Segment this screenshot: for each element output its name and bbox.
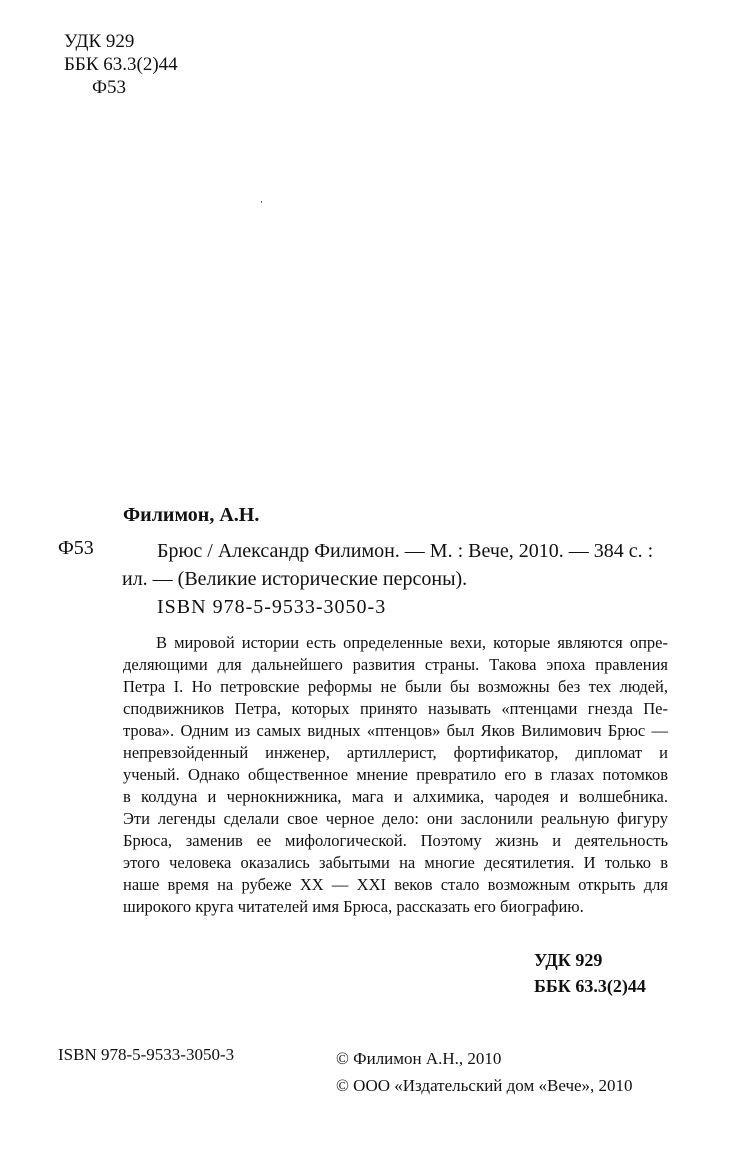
description-line-2: ил. — (Великие исторические персоны). (122, 568, 468, 590)
author-heading: Филимон, А.Н. (123, 504, 260, 526)
annotation-line: В мировой истории есть определенные вехи, которые являются опре- (156, 633, 668, 652)
bottom-bbk-code: ББК 63.3(2)44 (534, 976, 646, 996)
footer-isbn: ISBN 978-5-9533-3050-3 (58, 1045, 235, 1064)
record-catalog-code: Ф53 (58, 537, 94, 559)
annotation-line: сподвижников Петра, которых принято называть «птенцами гнезда Пе- (123, 699, 668, 718)
annotation-line: этого человека оказались забытыми на многие десятилетия. И только в (123, 853, 668, 872)
bibliographic-entry (122, 537, 654, 621)
annotation-line: ученый. Однако общественное мнение превратило его в глазах потомков (123, 765, 668, 784)
annotation-line: непревзойденный инженер, артиллерист, фортификатор, дипломат и (123, 743, 668, 762)
record-isbn: ISBN 978-5-9533-3050-3 (157, 596, 387, 618)
bottom-classification-codes (534, 947, 646, 999)
annotation-line: трова». Одним из самых видных «птенцов» был Яков Вилимович Брюс — (123, 721, 668, 740)
top-classification-codes (64, 30, 178, 99)
bbk-code: ББК 63.3(2)44 (64, 54, 178, 75)
copyright-block (336, 1045, 633, 1099)
annotation-line: деляющими для дальнейшего развития страны. Такова эпоха правления (123, 655, 668, 674)
annotation-line: Эти легенды сделали свое черное дело: они заслонили реальную фигуру (123, 809, 668, 828)
annotation-line: широкого круга читателей имя Брюса, рассказать его биографию. (123, 897, 584, 916)
bottom-udk-code: УДК 929 (534, 950, 603, 970)
udk-code: УДК 929 (64, 31, 135, 52)
annotation-line: Петра I. Но петровские реформы не были бы возможны без тех людей, (123, 677, 668, 696)
catalog-code: Ф53 (92, 77, 127, 98)
copyright-publisher: © ООО «Издательский дом «Вече», 2010 (336, 1076, 633, 1095)
annotation-line: Брюса, заменив ее мифологической. Поэтому жизнь и деятельность (123, 831, 668, 850)
description-line-1: Брюс / Александр Филимон. — М. : Вече, 2010. — 384 с. : (157, 540, 654, 562)
annotation-line: в колдуна и чернокнижника, мага и алхимика, чародея и волшебника. (123, 787, 668, 806)
annotation-paragraph (123, 632, 668, 918)
copyright-author: © Филимон А.Н., 2010 (336, 1049, 502, 1068)
annotation-line: наше время на рубеже XX — XXI веков стало возможным открыть для (123, 875, 668, 894)
print-speck (261, 201, 262, 203)
